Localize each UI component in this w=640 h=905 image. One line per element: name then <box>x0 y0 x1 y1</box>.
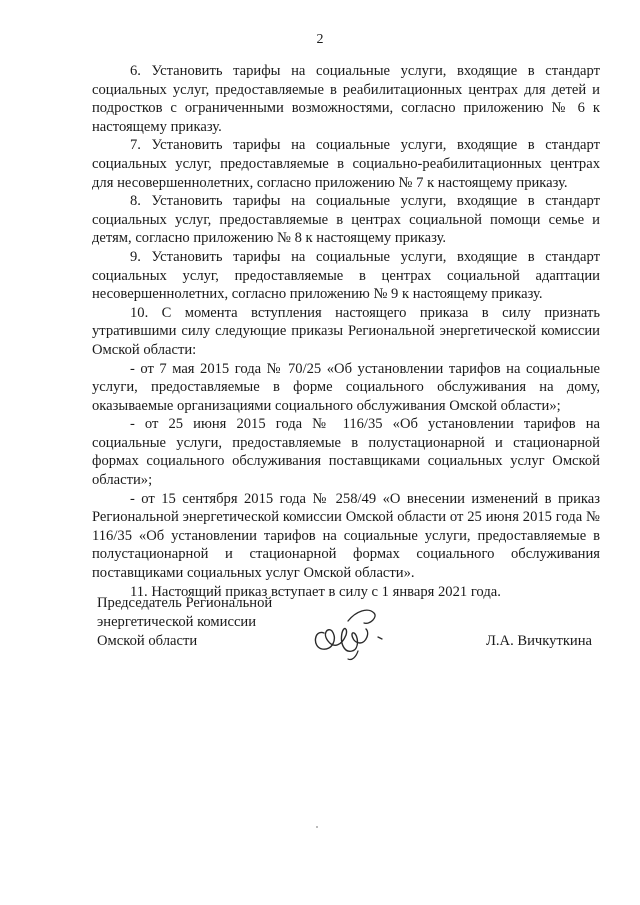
scan-speck <box>316 826 318 828</box>
signer-name: Л.А. Вичкуткина <box>486 633 593 649</box>
paragraph-6: 6. Установить тарифы на социальные услуги, входящие в стандарт социальных услуг, предоставляемые в реабилитационных центрах для детей и подростков с ограниченными возможностями, согласно приложению № 6 к настоящему приказу. <box>92 63 600 135</box>
position-line: энергетической комиссии <box>97 614 257 630</box>
page-number: 2 <box>316 32 324 47</box>
position-line: Омской области <box>97 633 198 649</box>
repealed-order-1: - от 7 мая 2015 года № 70/25 «Об установлении тарифов на социальные услуги, предоставляемые в форме социального обслуживания на дому, оказываемые организациями социального обслуживания Омской области»; <box>92 360 600 414</box>
paragraph-7: 7. Установить тарифы на социальные услуги, входящие в стандарт социальных услуг, предоставляемые в социально-реабилитационных центрах для несовершеннолетних, согласно приложению № 7 к настоящему приказу. <box>92 137 600 191</box>
signatory-position <box>97 594 297 651</box>
repealed-order-3: - от 15 сентября 2015 года № 258/49 «О внесении изменений в приказ Региональной энергетической комиссии Омской области от 25 июня 2015 года № 116/35 «Об установлении тарифов на социальные услуги, предоставляемые в полустационарной и стационарной формах социального обслуживания поставщиками социальных услуг Омской области». <box>92 490 600 582</box>
paragraph-10: 10. С момента вступления настоящего приказа в силу признать утратившими силу следующие приказы Региональной энергетической комиссии Омской области: <box>92 304 600 358</box>
paragraph-11: 11. Настоящий приказ вступает в силу с 1 января 2021 года. <box>130 583 501 600</box>
paragraph-9: 9. Установить тарифы на социальные услуги, входящие в стандарт социальных услуг, предоставляемые в центрах социальной адаптации несовершеннолетних, согласно приложению № 9 к настоящему приказу. <box>92 248 600 303</box>
repealed-order-2: - от 25 июня 2015 года № 116/35 «Об установлении тарифов на социальные услуги, предоставляемые в полустационарной и стационарной формах социального обслуживания поставщиками социальных услуг Омской области»; <box>92 416 600 489</box>
position-line: Председатель Региональной <box>97 595 273 611</box>
document-body <box>92 62 600 601</box>
handwritten-signature <box>308 603 398 663</box>
paragraph-8: 8. Установить тарифы на социальные услуги, входящие в стандарт социальных услуг, предоставляемые в центрах социальной помощи семье и детям, согласно приложению № 8 к настоящему приказу. <box>92 193 600 247</box>
